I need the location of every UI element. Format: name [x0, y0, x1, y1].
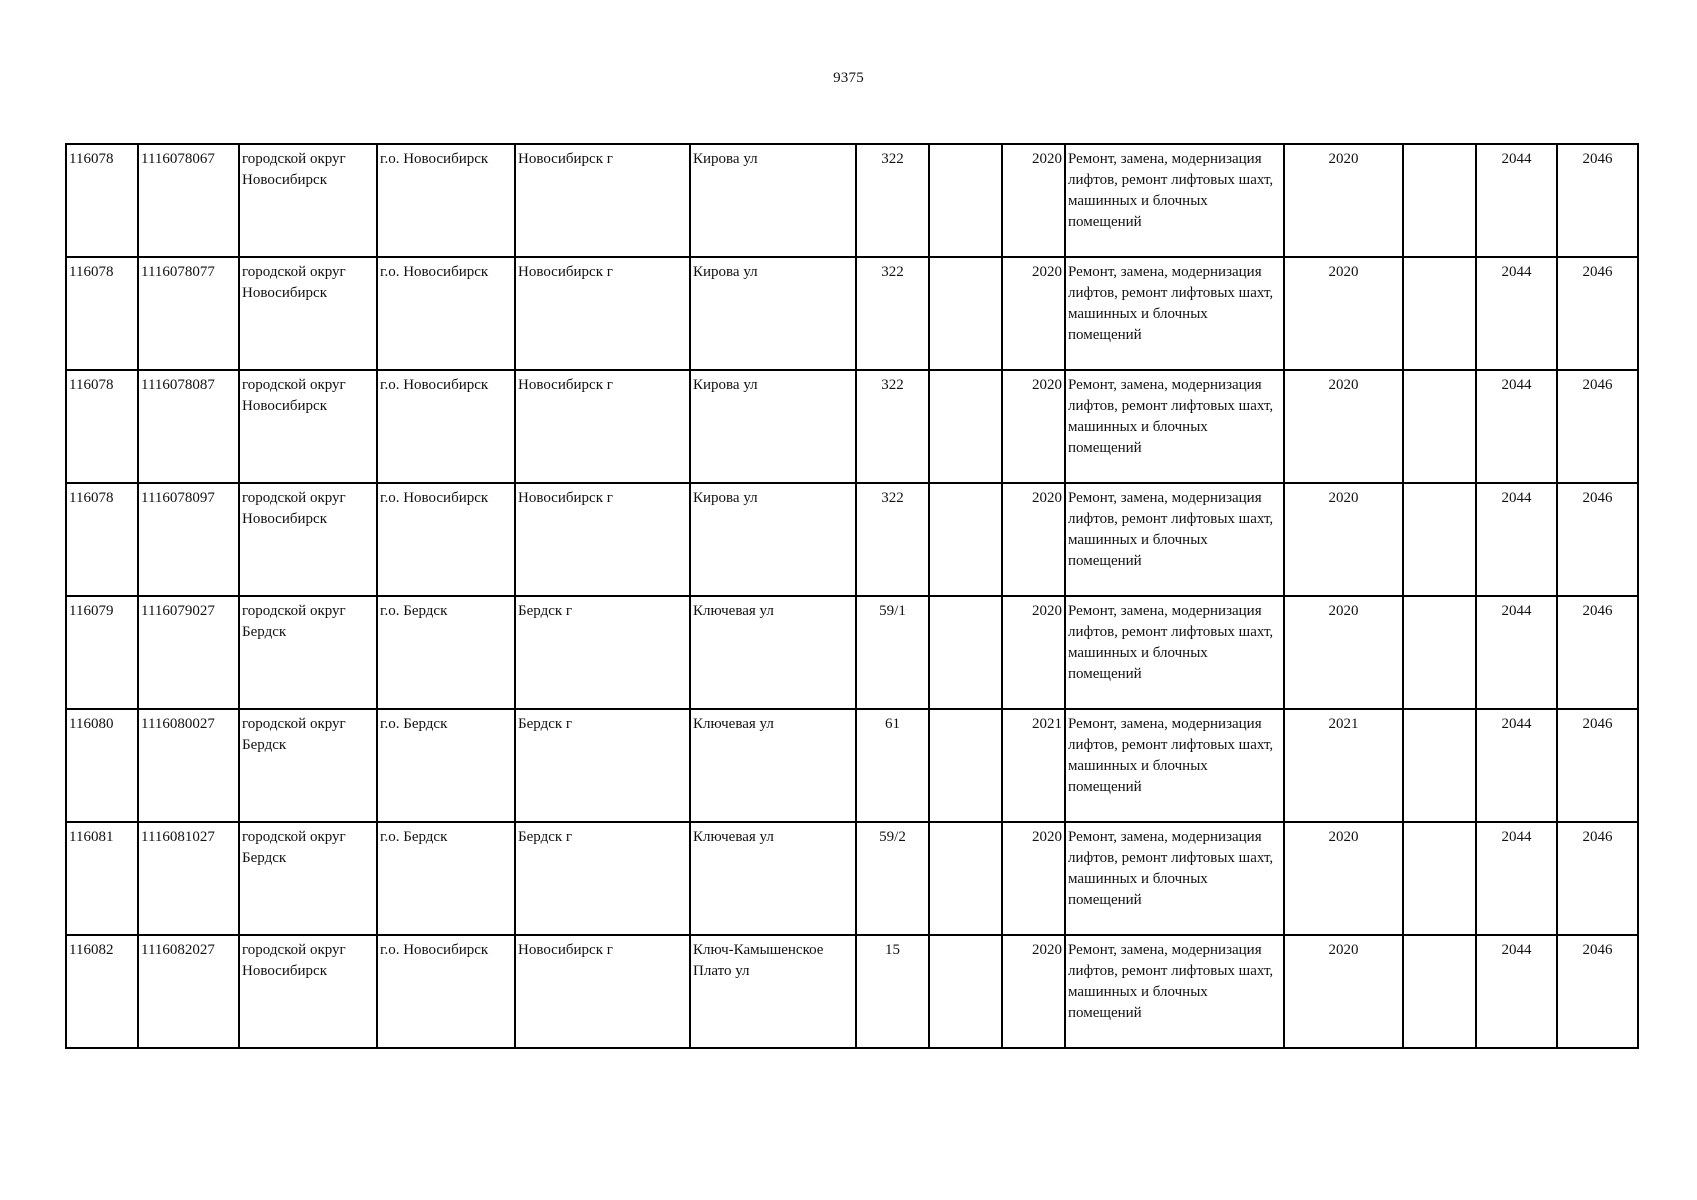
- cell-year-from: 2044: [1476, 257, 1557, 370]
- cell-work-type: Ремонт, замена, модернизация лифтов, ремонт лифтовых шахт, машинных и блочных помещений: [1065, 709, 1284, 822]
- cell-municipality: городской округ Новосибирск: [239, 370, 377, 483]
- table-row: [66, 709, 1638, 822]
- cell-year: 2020: [1002, 596, 1065, 709]
- cell-building: [929, 370, 1002, 483]
- cell-street: Ключевая ул: [690, 822, 856, 935]
- cell-year-from: 2044: [1476, 596, 1557, 709]
- registry-table: [65, 143, 1639, 1049]
- cell-work-year: 2020: [1284, 935, 1403, 1048]
- cell-work-year: 2020: [1284, 257, 1403, 370]
- cell-district: г.о. Новосибирск: [377, 935, 515, 1048]
- table-row: [66, 483, 1638, 596]
- cell-year-to: 2046: [1557, 709, 1638, 822]
- cell-year-to: 2046: [1557, 370, 1638, 483]
- cell-code: 1116082027: [138, 935, 239, 1048]
- cell-note: [1403, 709, 1476, 822]
- cell-year: 2020: [1002, 370, 1065, 483]
- cell-work-year: 2020: [1284, 370, 1403, 483]
- cell-year-to: 2046: [1557, 257, 1638, 370]
- cell-work-year: 2020: [1284, 144, 1403, 257]
- cell-year-from: 2044: [1476, 709, 1557, 822]
- cell-district: г.о. Новосибирск: [377, 483, 515, 596]
- cell-municipality: городской округ Новосибирск: [239, 483, 377, 596]
- cell-municipality: городской округ Бердск: [239, 822, 377, 935]
- cell-street: Кирова ул: [690, 257, 856, 370]
- cell-building: [929, 709, 1002, 822]
- cell-id: 116082: [66, 935, 138, 1048]
- cell-settlement: Новосибирск г: [515, 144, 690, 257]
- cell-year-from: 2044: [1476, 822, 1557, 935]
- table-row: [66, 257, 1638, 370]
- cell-street: Ключевая ул: [690, 709, 856, 822]
- cell-id: 116078: [66, 370, 138, 483]
- cell-work-type: Ремонт, замена, модернизация лифтов, ремонт лифтовых шахт, машинных и блочных помещений: [1065, 596, 1284, 709]
- cell-municipality: городской округ Новосибирск: [239, 144, 377, 257]
- cell-year-from: 2044: [1476, 483, 1557, 596]
- cell-district: г.о. Новосибирск: [377, 370, 515, 483]
- cell-building: [929, 822, 1002, 935]
- cell-street: Кирова ул: [690, 144, 856, 257]
- cell-settlement: Бердск г: [515, 822, 690, 935]
- cell-work-year: 2021: [1284, 709, 1403, 822]
- cell-municipality: городской округ Бердск: [239, 596, 377, 709]
- cell-settlement: Новосибирск г: [515, 483, 690, 596]
- cell-house-number: 61: [856, 709, 929, 822]
- cell-settlement: Новосибирск г: [515, 935, 690, 1048]
- cell-house-number: 322: [856, 370, 929, 483]
- cell-id: 116078: [66, 144, 138, 257]
- cell-work-type: Ремонт, замена, модернизация лифтов, ремонт лифтовых шахт, машинных и блочных помещений: [1065, 370, 1284, 483]
- cell-building: [929, 596, 1002, 709]
- cell-note: [1403, 483, 1476, 596]
- cell-street: Кирова ул: [690, 483, 856, 596]
- cell-district: г.о. Бердск: [377, 596, 515, 709]
- cell-id: 116081: [66, 822, 138, 935]
- cell-street: Ключевая ул: [690, 596, 856, 709]
- cell-code: 1116078067: [138, 144, 239, 257]
- cell-year: 2021: [1002, 709, 1065, 822]
- cell-code: 1116080027: [138, 709, 239, 822]
- cell-note: [1403, 822, 1476, 935]
- cell-year: 2020: [1002, 144, 1065, 257]
- cell-year: 2020: [1002, 935, 1065, 1048]
- cell-note: [1403, 596, 1476, 709]
- cell-house-number: 322: [856, 144, 929, 257]
- cell-work-type: Ремонт, замена, модернизация лифтов, ремонт лифтовых шахт, машинных и блочных помещений: [1065, 935, 1284, 1048]
- table-row: [66, 144, 1638, 257]
- table-row: [66, 370, 1638, 483]
- cell-code: 1116079027: [138, 596, 239, 709]
- cell-code: 1116078097: [138, 483, 239, 596]
- cell-id: 116078: [66, 257, 138, 370]
- cell-district: г.о. Бердск: [377, 709, 515, 822]
- cell-work-type: Ремонт, замена, модернизация лифтов, ремонт лифтовых шахт, машинных и блочных помещений: [1065, 257, 1284, 370]
- cell-year: 2020: [1002, 483, 1065, 596]
- table-body: [66, 144, 1638, 1048]
- cell-year-to: 2046: [1557, 144, 1638, 257]
- cell-year-from: 2044: [1476, 935, 1557, 1048]
- page-number: 9375: [833, 70, 864, 86]
- cell-house-number: 15: [856, 935, 929, 1048]
- cell-district: г.о. Новосибирск: [377, 144, 515, 257]
- cell-settlement: Новосибирск г: [515, 257, 690, 370]
- cell-work-year: 2020: [1284, 596, 1403, 709]
- cell-work-type: Ремонт, замена, модернизация лифтов, ремонт лифтовых шахт, машинных и блочных помещений: [1065, 483, 1284, 596]
- cell-year-to: 2046: [1557, 935, 1638, 1048]
- cell-year: 2020: [1002, 257, 1065, 370]
- cell-code: 1116078077: [138, 257, 239, 370]
- cell-work-type: Ремонт, замена, модернизация лифтов, ремонт лифтовых шахт, машинных и блочных помещений: [1065, 822, 1284, 935]
- cell-house-number: 322: [856, 483, 929, 596]
- cell-street: Ключ-Камышенское Плато ул: [690, 935, 856, 1048]
- cell-year-from: 2044: [1476, 144, 1557, 257]
- cell-municipality: городской округ Новосибирск: [239, 935, 377, 1048]
- cell-year-from: 2044: [1476, 370, 1557, 483]
- cell-code: 1116078087: [138, 370, 239, 483]
- cell-building: [929, 144, 1002, 257]
- cell-municipality: городской округ Новосибирск: [239, 257, 377, 370]
- cell-note: [1403, 370, 1476, 483]
- cell-id: 116078: [66, 483, 138, 596]
- cell-year: 2020: [1002, 822, 1065, 935]
- cell-settlement: Бердск г: [515, 709, 690, 822]
- cell-settlement: Новосибирск г: [515, 370, 690, 483]
- table-row: [66, 935, 1638, 1048]
- cell-house-number: 59/2: [856, 822, 929, 935]
- cell-house-number: 59/1: [856, 596, 929, 709]
- table-row: [66, 596, 1638, 709]
- cell-work-year: 2020: [1284, 822, 1403, 935]
- cell-id: 116080: [66, 709, 138, 822]
- cell-building: [929, 257, 1002, 370]
- cell-work-type: Ремонт, замена, модернизация лифтов, ремонт лифтовых шахт, машинных и блочных помещений: [1065, 144, 1284, 257]
- cell-house-number: 322: [856, 257, 929, 370]
- cell-building: [929, 935, 1002, 1048]
- cell-building: [929, 483, 1002, 596]
- cell-district: г.о. Новосибирск: [377, 257, 515, 370]
- cell-note: [1403, 935, 1476, 1048]
- cell-code: 1116081027: [138, 822, 239, 935]
- cell-year-to: 2046: [1557, 596, 1638, 709]
- cell-note: [1403, 144, 1476, 257]
- cell-year-to: 2046: [1557, 822, 1638, 935]
- cell-settlement: Бердск г: [515, 596, 690, 709]
- cell-id: 116079: [66, 596, 138, 709]
- cell-street: Кирова ул: [690, 370, 856, 483]
- cell-year-to: 2046: [1557, 483, 1638, 596]
- cell-district: г.о. Бердск: [377, 822, 515, 935]
- cell-municipality: городской округ Бердск: [239, 709, 377, 822]
- table-row: [66, 822, 1638, 935]
- cell-work-year: 2020: [1284, 483, 1403, 596]
- cell-note: [1403, 257, 1476, 370]
